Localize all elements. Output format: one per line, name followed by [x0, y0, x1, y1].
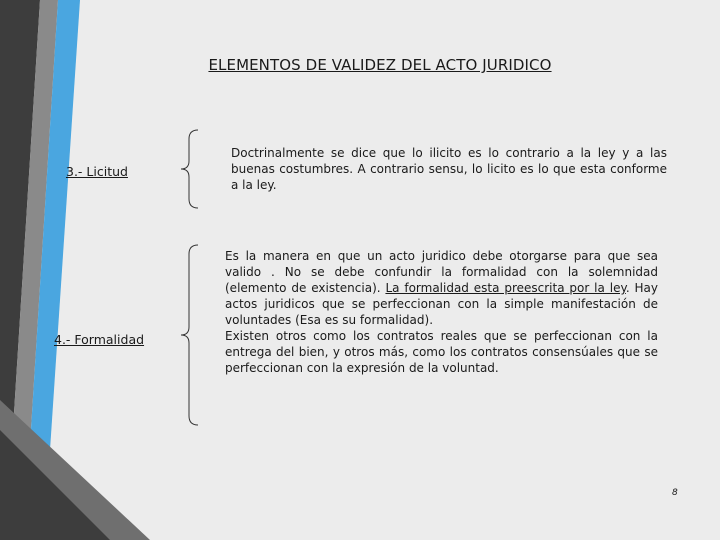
- item-label-licitud: 3.- Licitud: [66, 164, 128, 179]
- brace-licitud: [178, 128, 200, 210]
- formalidad-underlined-text: La formalidad esta preescrita por la ley: [385, 281, 626, 295]
- bottom-corner-dark: [0, 430, 110, 540]
- formalidad-text-3: Existen otros como los contratos reales que se perfeccionan con la entrega del bien, y otros más, como los contratos consensúales que se perfeccionan con la expresión de la voluntad.: [225, 329, 658, 375]
- brace-formalidad: [178, 243, 200, 427]
- page-number: 8: [672, 488, 678, 498]
- item-label-formalidad: 4.- Formalidad: [54, 332, 145, 347]
- formalidad-text-2: . Hay actos juridicos que se perfeccionan con la simple manifestación de voluntades (Esa es su formalidad).: [225, 281, 658, 327]
- formalidad-description: [225, 248, 658, 376]
- formalidad-text-1: Es la manera en que un acto juridico debe otorgarse para que sea valido . No se debe confundir la formalidad con la solemnidad (elemento de existencia).: [225, 249, 658, 295]
- licitud-description: Doctrinalmente se dice que lo ilicito es lo contrario a la ley y a las buenas costumbres. A contrario sensu, lo licito es lo que esta conforme a la ley.: [231, 146, 667, 192]
- slide-title: ELEMENTOS DE VALIDEZ DEL ACTO JURIDICO: [208, 56, 552, 74]
